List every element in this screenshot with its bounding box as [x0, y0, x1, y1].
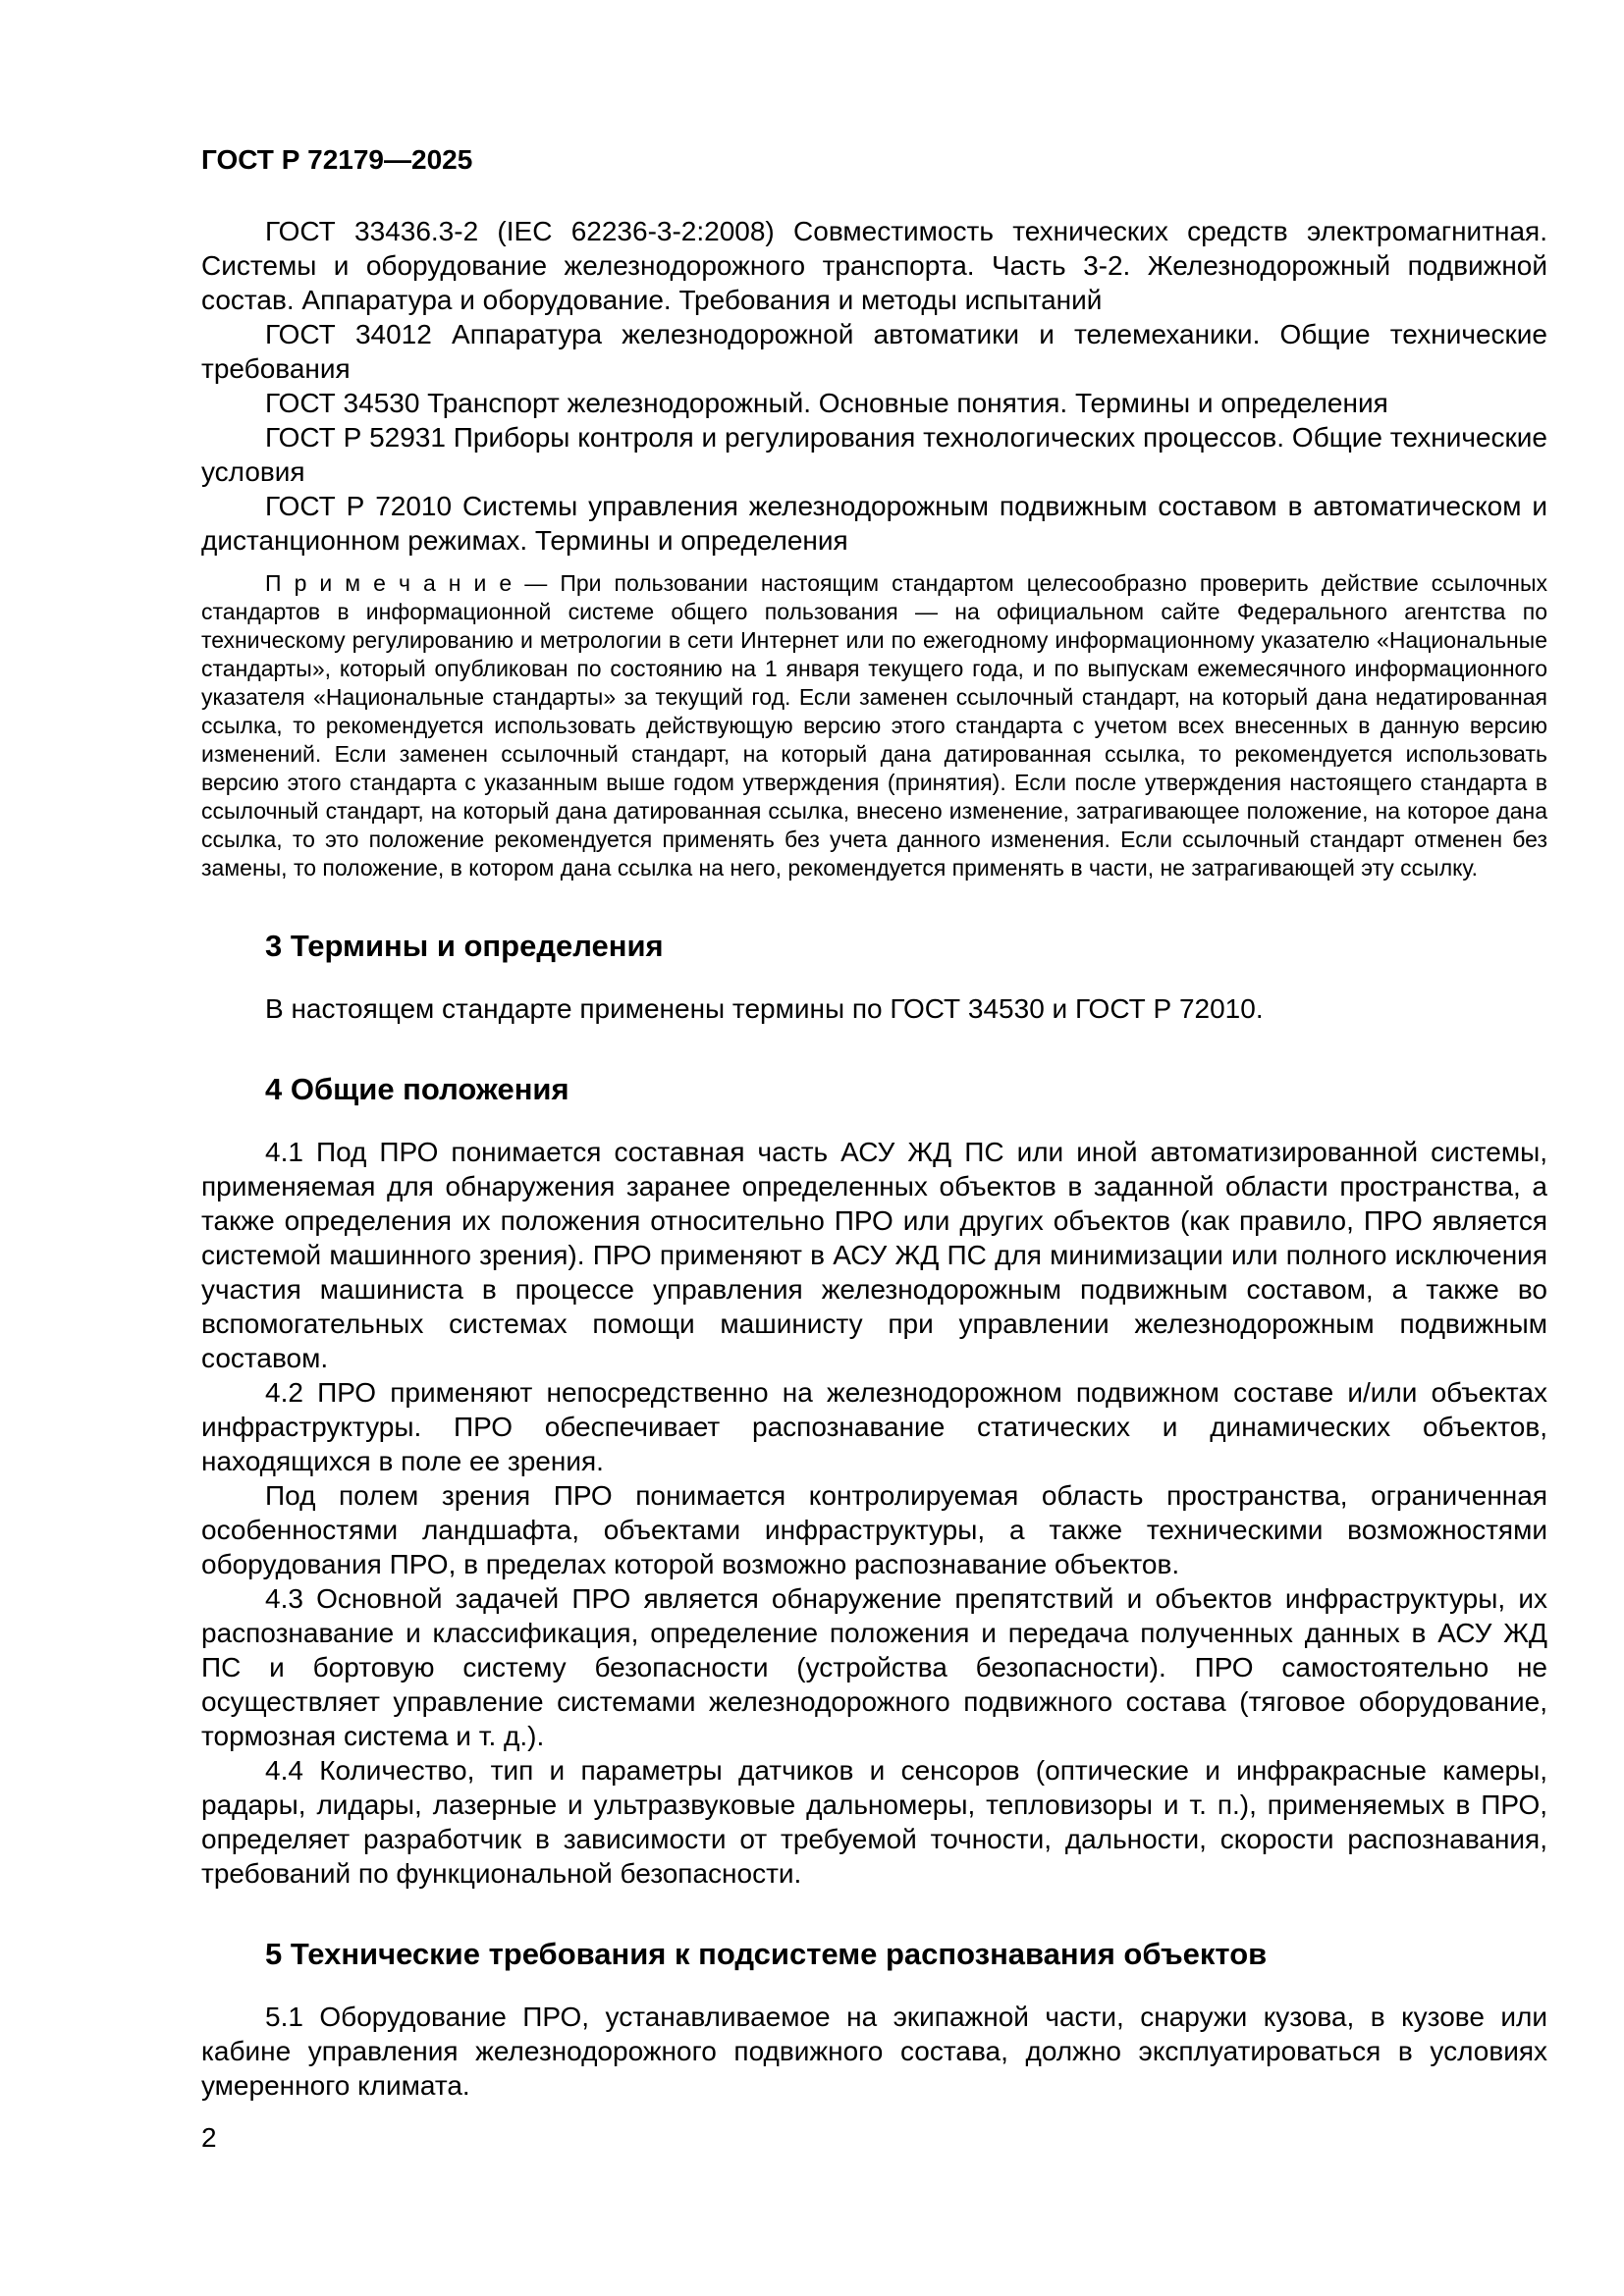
reference-paragraph-4: ГОСТ Р 52931 Приборы контроля и регулирования технологических процессов. Общие технические условия — [201, 422, 1547, 487]
section-5-heading: 5 Технические требования к подсистеме распознавания объектов — [265, 1937, 1268, 1971]
paragraph-4-4: 4.4 Количество, тип и параметры датчиков и сенсоров (оптические и инфракрасные камеры, радары, лидары, лазерные и ультразвуковые дальномеры, тепловизоры и т. п.), применяемых в ПРО, определяет разработчик в зависимости от требуемой точности, дальности, скорости распознавания, требований по функциональной безопасности. — [201, 1755, 1547, 1889]
paragraph-4-3: 4.3 Основной задачей ПРО является обнаружение препятствий и объектов инфраструктуры, их распознавание и классификация, определение положения и передача полученных данных в АСУ ЖД ПС и бортовую систему безопасности (устройства безопасности). ПРО самостоятельно не осуществляет управление системами железнодорожного подвижного состава (тяговое оборудование, тормозная система и т. д.). — [201, 1583, 1547, 1751]
page-number: 2 — [201, 2122, 217, 2153]
paragraph-5-1: 5.1 Оборудование ПРО, устанавливаемое на экипажной части, снаружи кузова, в кузове или кабине управления железнодорожного подвижного состава, должно эксплуатироваться в условиях умеренного климата. — [201, 2002, 1547, 2101]
section-3-heading: 3 Термины и определения — [265, 929, 664, 963]
reference-paragraph-5: ГОСТ Р 72010 Системы управления железнодорожным подвижным составом в автоматическом и дистанционном режимах. Термины и определения — [201, 491, 1547, 556]
paragraph-4-2: 4.2 ПРО применяют непосредственно на железнодорожном подвижном составе и/или объектах инфраструктуры. ПРО обеспечивает распознавание статических и динамических объектов, находящихся в поле ее зрения. — [201, 1377, 1547, 1476]
reference-paragraph-2: ГОСТ 34012 Аппаратура железнодорожной автоматики и телемеханики. Общие технические требования — [201, 319, 1547, 384]
section-4 — [201, 1071, 1547, 1891]
reference-paragraph-3: ГОСТ 34530 Транспорт железнодорожный. Основные понятия. Термины и определения — [265, 388, 1388, 418]
paragraph-4-2-field-of-view: Под полем зрения ПРО понимается контролируемая область пространства, ограниченная особенностями ландшафта, объектами инфраструктуры, а также техническими возможностями оборудования ПРО, в пределах которой возможно распознавание объектов. — [201, 1480, 1547, 1579]
section-3-paragraph-1: В настоящем стандарте применены термины по ГОСТ 34530 и ГОСТ Р 72010. — [265, 993, 1264, 1024]
note-block — [201, 569, 1547, 882]
section-5 — [201, 1936, 1547, 2103]
paragraph-4-1: 4.1 Под ПРО понимается составная часть АСУ ЖД ПС или иной автоматизированной системы, применяемая для обнаружения заранее определенных объектов в заданной области пространства, а также определения их положения относительно ПРО или других объектов (как правило, ПРО является системой машинного зрения). ПРО применяют в АСУ ЖД ПС для минимизации или полного исключения участия машиниста в процессе управления железнодорожным подвижным составом, а также во вспомогательных системах помощи машинисту при управлении железнодорожным подвижным составом. — [201, 1137, 1547, 1373]
note-text: — При пользовании настоящим стандартом целесообразно проверить действие ссылочных стандартов в информационной системе общего пользования — на официальном сайте Федерального агентства по техническому регулированию и метрологии в сети Интернет или по ежегодному информационному указателю «Национальные стандарты», который опубликован по состоянию на 1 января текущего года, и по выпускам ежемесячного информационного указателя «Национальные стандарты» за текущий год. Если заменен ссылочный стандарт, на который дана недатированная ссылка, то рекомендуется использовать действующую версию этого стандарта с учетом всех внесенных в данную версию изменений. Если заменен ссылочный стандарт, на который дана датированная ссылка, то рекомендуется использовать версию этого стандарта с указанным выше годом утверждения (принятия). Если после утверждения настоящего стандарта в ссылочный стандарт, на который дана датированная ссылка, внесено изменение, затрагивающее положение, на которое дана ссылка, то это положение рекомендуется применять без учета данного изменения. Если ссылочный стандарт отменен без замены, то положение, в котором дана ссылка на него, рекомендуется применять в части, не затрагивающей эту ссылку. — [201, 570, 1548, 881]
reference-paragraph-1: ГОСТ 33436.3-2 (IEC 62236-3-2:2008) Совместимость технических средств электромагнитная. Системы и оборудование железнодорожного транспорта. Часть 3-2. Железнодорожный подвижной состав. Аппаратура и оборудование. Требования и методы испытаний — [201, 216, 1547, 315]
section-3 — [201, 928, 1547, 1026]
note-label: П р и м е ч а н и е — [265, 570, 513, 596]
section-4-heading: 4 Общие положения — [265, 1072, 569, 1106]
document-header: ГОСТ Р 72179—2025 — [201, 144, 473, 175]
